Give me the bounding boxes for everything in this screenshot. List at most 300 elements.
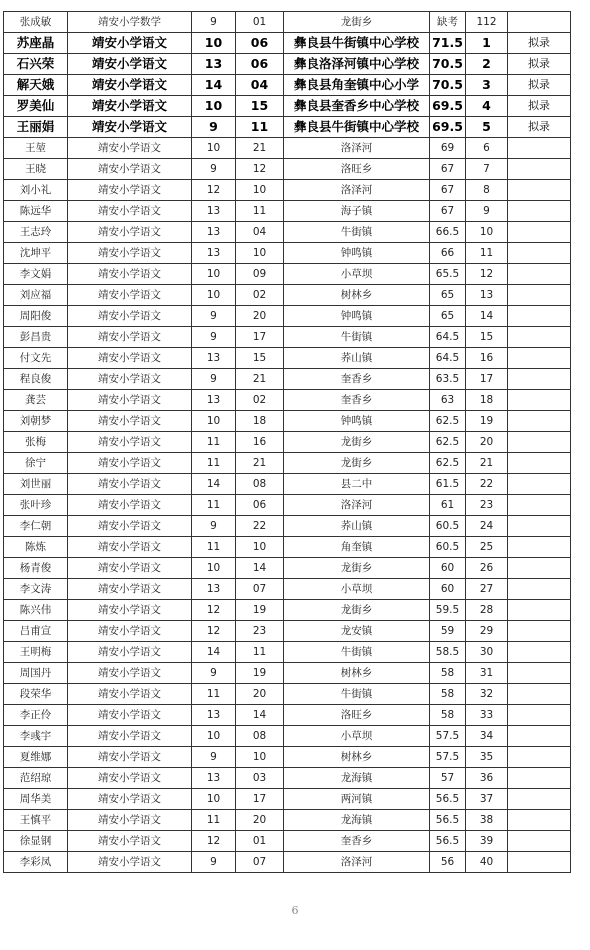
cell-subject: 靖安小学语文 <box>68 747 192 768</box>
table-row <box>4 810 571 831</box>
cell-col4: 12 <box>236 159 284 180</box>
cell-name: 王堃 <box>4 138 68 159</box>
cell-col3: 13 <box>192 390 236 411</box>
cell-rank: 33 <box>466 705 508 726</box>
cell-col3: 13 <box>192 768 236 789</box>
cell-score: 66.5 <box>430 222 466 243</box>
cell-subject: 靖安小学语文 <box>68 285 192 306</box>
cell-col3: 10 <box>192 96 236 117</box>
cell-rank: 21 <box>466 453 508 474</box>
cell-col3: 9 <box>192 516 236 537</box>
cell-col3: 13 <box>192 222 236 243</box>
cell-name: 彭昌贵 <box>4 327 68 348</box>
cell-col4: 19 <box>236 600 284 621</box>
cell-rank: 6 <box>466 138 508 159</box>
table-row <box>4 390 571 411</box>
cell-school: 龙街乡 <box>284 432 430 453</box>
cell-note <box>508 306 571 327</box>
cell-score: 67 <box>430 180 466 201</box>
cell-score: 61.5 <box>430 474 466 495</box>
cell-score: 59.5 <box>430 600 466 621</box>
cell-note: 拟录 <box>508 96 571 117</box>
cell-subject: 靖安小学语文 <box>68 180 192 201</box>
cell-col3: 9 <box>192 369 236 390</box>
cell-note <box>508 852 571 873</box>
cell-rank: 18 <box>466 390 508 411</box>
table-row <box>4 726 571 747</box>
cell-score: 61 <box>430 495 466 516</box>
cell-score: 58.5 <box>430 642 466 663</box>
table-row <box>4 96 571 117</box>
cell-col3: 13 <box>192 705 236 726</box>
cell-school: 荞山镇 <box>284 516 430 537</box>
cell-col4: 01 <box>236 831 284 852</box>
table-row <box>4 138 571 159</box>
cell-score: 64.5 <box>430 348 466 369</box>
cell-col4: 10 <box>236 537 284 558</box>
cell-col3: 12 <box>192 831 236 852</box>
page-number: 6 <box>291 904 299 917</box>
cell-school: 牛街镇 <box>284 222 430 243</box>
cell-note <box>508 327 571 348</box>
cell-col4: 09 <box>236 264 284 285</box>
cell-name: 吕甫宣 <box>4 621 68 642</box>
cell-score: 56.5 <box>430 831 466 852</box>
cell-col3: 12 <box>192 621 236 642</box>
table-row <box>4 642 571 663</box>
cell-col3: 13 <box>192 201 236 222</box>
cell-col3: 9 <box>192 663 236 684</box>
cell-school: 牛街镇 <box>284 327 430 348</box>
cell-rank: 1 <box>466 33 508 54</box>
cell-subject: 靖安小学语文 <box>68 264 192 285</box>
cell-note <box>508 243 571 264</box>
cell-note <box>508 663 571 684</box>
cell-rank: 34 <box>466 726 508 747</box>
cell-score: 67 <box>430 159 466 180</box>
cell-subject: 靖安小学语文 <box>68 474 192 495</box>
cell-note <box>508 495 571 516</box>
table-row <box>4 684 571 705</box>
cell-note: 拟录 <box>508 75 571 96</box>
cell-name: 周华美 <box>4 789 68 810</box>
cell-col3: 10 <box>192 285 236 306</box>
table-row <box>4 852 571 873</box>
cell-col4: 11 <box>236 642 284 663</box>
cell-rank: 37 <box>466 789 508 810</box>
table-row <box>4 75 571 96</box>
cell-col3: 11 <box>192 495 236 516</box>
table-row <box>4 747 571 768</box>
cell-col4: 20 <box>236 684 284 705</box>
cell-rank: 36 <box>466 768 508 789</box>
cell-name: 徐显钢 <box>4 831 68 852</box>
cell-subject: 靖安小学语文 <box>68 684 192 705</box>
cell-col3: 9 <box>192 117 236 138</box>
cell-col3: 14 <box>192 642 236 663</box>
table-row <box>4 306 571 327</box>
cell-score: 60.5 <box>430 537 466 558</box>
cell-name: 龚芸 <box>4 390 68 411</box>
cell-score: 57.5 <box>430 726 466 747</box>
table-row <box>4 12 571 33</box>
cell-col4: 19 <box>236 663 284 684</box>
cell-rank: 9 <box>466 201 508 222</box>
cell-col3: 11 <box>192 453 236 474</box>
cell-name: 陈远华 <box>4 201 68 222</box>
cell-col3: 9 <box>192 159 236 180</box>
table-row <box>4 222 571 243</box>
cell-subject: 靖安小学语文 <box>68 54 192 75</box>
table-row <box>4 285 571 306</box>
cell-school: 钟鸣镇 <box>284 411 430 432</box>
cell-subject: 靖安小学语文 <box>68 810 192 831</box>
cell-score: 71.5 <box>430 33 466 54</box>
results-table-body <box>4 12 571 873</box>
cell-note <box>508 768 571 789</box>
cell-subject: 靖安小学语文 <box>68 432 192 453</box>
cell-school: 角奎镇 <box>284 537 430 558</box>
cell-name: 陈炼 <box>4 537 68 558</box>
cell-school: 奎香乡 <box>284 369 430 390</box>
cell-score: 65 <box>430 285 466 306</box>
cell-name: 刘小礼 <box>4 180 68 201</box>
cell-col3: 14 <box>192 75 236 96</box>
cell-subject: 靖安小学语文 <box>68 537 192 558</box>
cell-name: 李文涛 <box>4 579 68 600</box>
cell-name: 段荣华 <box>4 684 68 705</box>
cell-note <box>508 432 571 453</box>
cell-rank: 24 <box>466 516 508 537</box>
cell-subject: 靖安小学语文 <box>68 705 192 726</box>
cell-rank: 40 <box>466 852 508 873</box>
cell-name: 李彩凤 <box>4 852 68 873</box>
cell-col4: 02 <box>236 390 284 411</box>
cell-note: 拟录 <box>508 117 571 138</box>
cell-school: 奎香乡 <box>284 390 430 411</box>
cell-school: 钟鸣镇 <box>284 306 430 327</box>
cell-rank: 26 <box>466 558 508 579</box>
cell-note <box>508 516 571 537</box>
table-row <box>4 201 571 222</box>
cell-rank: 11 <box>466 243 508 264</box>
cell-note <box>508 411 571 432</box>
cell-school: 树林乡 <box>284 747 430 768</box>
cell-col3: 12 <box>192 180 236 201</box>
cell-col4: 04 <box>236 222 284 243</box>
cell-rank: 32 <box>466 684 508 705</box>
cell-school: 龙海镇 <box>284 810 430 831</box>
cell-col3: 10 <box>192 138 236 159</box>
cell-school: 彝良县奎香乡中心学校 <box>284 96 430 117</box>
cell-note <box>508 831 571 852</box>
cell-rank: 112 <box>466 12 508 33</box>
results-table <box>3 11 571 873</box>
cell-score: 70.5 <box>430 54 466 75</box>
cell-school: 牛街镇 <box>284 684 430 705</box>
cell-note <box>508 138 571 159</box>
cell-subject: 靖安小学语文 <box>68 600 192 621</box>
cell-col4: 06 <box>236 54 284 75</box>
cell-school: 洛泽河 <box>284 138 430 159</box>
cell-note <box>508 642 571 663</box>
cell-note <box>508 705 571 726</box>
cell-score: 67 <box>430 201 466 222</box>
cell-score: 59 <box>430 621 466 642</box>
cell-rank: 8 <box>466 180 508 201</box>
cell-name: 杨青俊 <box>4 558 68 579</box>
cell-name: 解天娥 <box>4 75 68 96</box>
cell-name: 罗美仙 <box>4 96 68 117</box>
cell-name: 刘朝梦 <box>4 411 68 432</box>
cell-name: 王丽娟 <box>4 117 68 138</box>
cell-note <box>508 222 571 243</box>
cell-score: 60 <box>430 558 466 579</box>
cell-name: 付文先 <box>4 348 68 369</box>
table-row <box>4 432 571 453</box>
cell-school: 牛街镇 <box>284 642 430 663</box>
cell-name: 王晓 <box>4 159 68 180</box>
cell-subject: 靖安小学语文 <box>68 516 192 537</box>
cell-name: 李彧宇 <box>4 726 68 747</box>
table-row <box>4 789 571 810</box>
cell-note <box>508 810 571 831</box>
cell-note <box>508 600 571 621</box>
cell-school: 龙街乡 <box>284 453 430 474</box>
cell-col4: 17 <box>236 789 284 810</box>
cell-school: 树林乡 <box>284 285 430 306</box>
cell-subject: 靖安小学语文 <box>68 663 192 684</box>
cell-school: 奎香乡 <box>284 831 430 852</box>
cell-col3: 11 <box>192 537 236 558</box>
cell-rank: 27 <box>466 579 508 600</box>
cell-col4: 23 <box>236 621 284 642</box>
cell-score: 69.5 <box>430 96 466 117</box>
cell-col4: 15 <box>236 348 284 369</box>
cell-col3: 9 <box>192 852 236 873</box>
cell-school: 洛泽河 <box>284 495 430 516</box>
cell-note <box>508 201 571 222</box>
cell-subject: 靖安小学语文 <box>68 768 192 789</box>
cell-school: 龙街乡 <box>284 558 430 579</box>
cell-col4: 21 <box>236 369 284 390</box>
cell-school: 彝良洛泽河镇中心学校 <box>284 54 430 75</box>
table-row <box>4 33 571 54</box>
cell-note <box>508 285 571 306</box>
cell-col4: 18 <box>236 411 284 432</box>
table-row <box>4 621 571 642</box>
cell-score: 58 <box>430 705 466 726</box>
cell-name: 王慎平 <box>4 810 68 831</box>
cell-name: 沈坤平 <box>4 243 68 264</box>
cell-col4: 20 <box>236 306 284 327</box>
cell-name: 王志玲 <box>4 222 68 243</box>
cell-score: 63 <box>430 390 466 411</box>
cell-col3: 9 <box>192 306 236 327</box>
cell-subject: 靖安小学语文 <box>68 306 192 327</box>
cell-col4: 21 <box>236 453 284 474</box>
cell-col4: 10 <box>236 747 284 768</box>
cell-rank: 19 <box>466 411 508 432</box>
cell-rank: 38 <box>466 810 508 831</box>
cell-score: 65 <box>430 306 466 327</box>
table-row <box>4 264 571 285</box>
cell-note <box>508 159 571 180</box>
cell-name: 张叶珍 <box>4 495 68 516</box>
cell-score: 57 <box>430 768 466 789</box>
cell-score: 58 <box>430 684 466 705</box>
cell-col3: 13 <box>192 54 236 75</box>
cell-subject: 靖安小学语文 <box>68 369 192 390</box>
cell-score: 66 <box>430 243 466 264</box>
cell-rank: 15 <box>466 327 508 348</box>
cell-rank: 4 <box>466 96 508 117</box>
table-row <box>4 516 571 537</box>
table-row <box>4 348 571 369</box>
cell-note <box>508 537 571 558</box>
cell-subject: 靖安小学语文 <box>68 411 192 432</box>
cell-score: 56 <box>430 852 466 873</box>
table-row <box>4 600 571 621</box>
cell-rank: 23 <box>466 495 508 516</box>
table-row <box>4 411 571 432</box>
cell-rank: 7 <box>466 159 508 180</box>
cell-col4: 14 <box>236 705 284 726</box>
cell-col4: 15 <box>236 96 284 117</box>
cell-note <box>508 579 571 600</box>
cell-rank: 14 <box>466 306 508 327</box>
cell-score: 69.5 <box>430 117 466 138</box>
table-row <box>4 537 571 558</box>
cell-col3: 10 <box>192 558 236 579</box>
cell-name: 李文娟 <box>4 264 68 285</box>
cell-col3: 9 <box>192 327 236 348</box>
cell-school: 龙海镇 <box>284 768 430 789</box>
cell-subject: 靖安小学语文 <box>68 327 192 348</box>
cell-subject: 靖安小学语文 <box>68 726 192 747</box>
cell-note: 拟录 <box>508 33 571 54</box>
cell-note <box>508 369 571 390</box>
cell-note <box>508 390 571 411</box>
cell-rank: 29 <box>466 621 508 642</box>
cell-note <box>508 789 571 810</box>
cell-school: 钟鸣镇 <box>284 243 430 264</box>
cell-rank: 10 <box>466 222 508 243</box>
cell-col4: 04 <box>236 75 284 96</box>
cell-subject: 靖安小学语文 <box>68 453 192 474</box>
table-row <box>4 831 571 852</box>
cell-score: 62.5 <box>430 432 466 453</box>
cell-rank: 2 <box>466 54 508 75</box>
table-row <box>4 474 571 495</box>
cell-col4: 10 <box>236 243 284 264</box>
cell-col4: 07 <box>236 579 284 600</box>
cell-name: 陈兴伟 <box>4 600 68 621</box>
cell-note <box>508 747 571 768</box>
cell-school: 龙安镇 <box>284 621 430 642</box>
cell-score: 60.5 <box>430 516 466 537</box>
cell-col4: 02 <box>236 285 284 306</box>
cell-col4: 20 <box>236 810 284 831</box>
cell-rank: 25 <box>466 537 508 558</box>
cell-col4: 16 <box>236 432 284 453</box>
cell-score: 65.5 <box>430 264 466 285</box>
cell-subject: 靖安小学语文 <box>68 33 192 54</box>
cell-col4: 17 <box>236 327 284 348</box>
table-row <box>4 495 571 516</box>
cell-col3: 13 <box>192 348 236 369</box>
cell-col4: 06 <box>236 495 284 516</box>
cell-note <box>508 12 571 33</box>
cell-subject: 靖安小学语文 <box>68 642 192 663</box>
cell-school: 两河镇 <box>284 789 430 810</box>
cell-score: 62.5 <box>430 453 466 474</box>
cell-subject: 靖安小学语文 <box>68 495 192 516</box>
cell-subject: 靖安小学语文 <box>68 852 192 873</box>
cell-school: 小草坝 <box>284 726 430 747</box>
cell-rank: 22 <box>466 474 508 495</box>
cell-note <box>508 558 571 579</box>
cell-rank: 13 <box>466 285 508 306</box>
cell-rank: 12 <box>466 264 508 285</box>
cell-name: 程良俊 <box>4 369 68 390</box>
cell-note <box>508 621 571 642</box>
cell-rank: 31 <box>466 663 508 684</box>
cell-name: 张成敏 <box>4 12 68 33</box>
cell-col3: 9 <box>192 747 236 768</box>
table-row <box>4 579 571 600</box>
cell-col4: 07 <box>236 852 284 873</box>
cell-subject: 靖安小学语文 <box>68 831 192 852</box>
cell-col4: 14 <box>236 558 284 579</box>
table-row <box>4 327 571 348</box>
cell-col3: 14 <box>192 474 236 495</box>
cell-school: 龙街乡 <box>284 12 430 33</box>
cell-note <box>508 726 571 747</box>
table-row <box>4 369 571 390</box>
cell-subject: 靖安小学语文 <box>68 159 192 180</box>
cell-col4: 06 <box>236 33 284 54</box>
cell-col3: 13 <box>192 579 236 600</box>
cell-col3: 10 <box>192 264 236 285</box>
table-row <box>4 54 571 75</box>
cell-score: 57.5 <box>430 747 466 768</box>
cell-rank: 20 <box>466 432 508 453</box>
cell-rank: 30 <box>466 642 508 663</box>
cell-name: 李正伶 <box>4 705 68 726</box>
cell-col3: 13 <box>192 243 236 264</box>
cell-rank: 3 <box>466 75 508 96</box>
cell-col3: 11 <box>192 810 236 831</box>
cell-col4: 10 <box>236 180 284 201</box>
cell-subject: 靖安小学语文 <box>68 621 192 642</box>
cell-subject: 靖安小学语文 <box>68 138 192 159</box>
cell-school: 彝良县牛街镇中心学校 <box>284 117 430 138</box>
cell-subject: 靖安小学语文 <box>68 390 192 411</box>
cell-subject: 靖安小学语文 <box>68 201 192 222</box>
cell-rank: 35 <box>466 747 508 768</box>
cell-col3: 10 <box>192 411 236 432</box>
cell-name: 周阳俊 <box>4 306 68 327</box>
table-row <box>4 705 571 726</box>
table-row <box>4 159 571 180</box>
cell-subject: 靖安小学语文 <box>68 117 192 138</box>
cell-subject: 靖安小学语文 <box>68 579 192 600</box>
cell-subject: 靖安小学数学 <box>68 12 192 33</box>
cell-school: 树林乡 <box>284 663 430 684</box>
cell-score: 69 <box>430 138 466 159</box>
cell-col3: 9 <box>192 12 236 33</box>
